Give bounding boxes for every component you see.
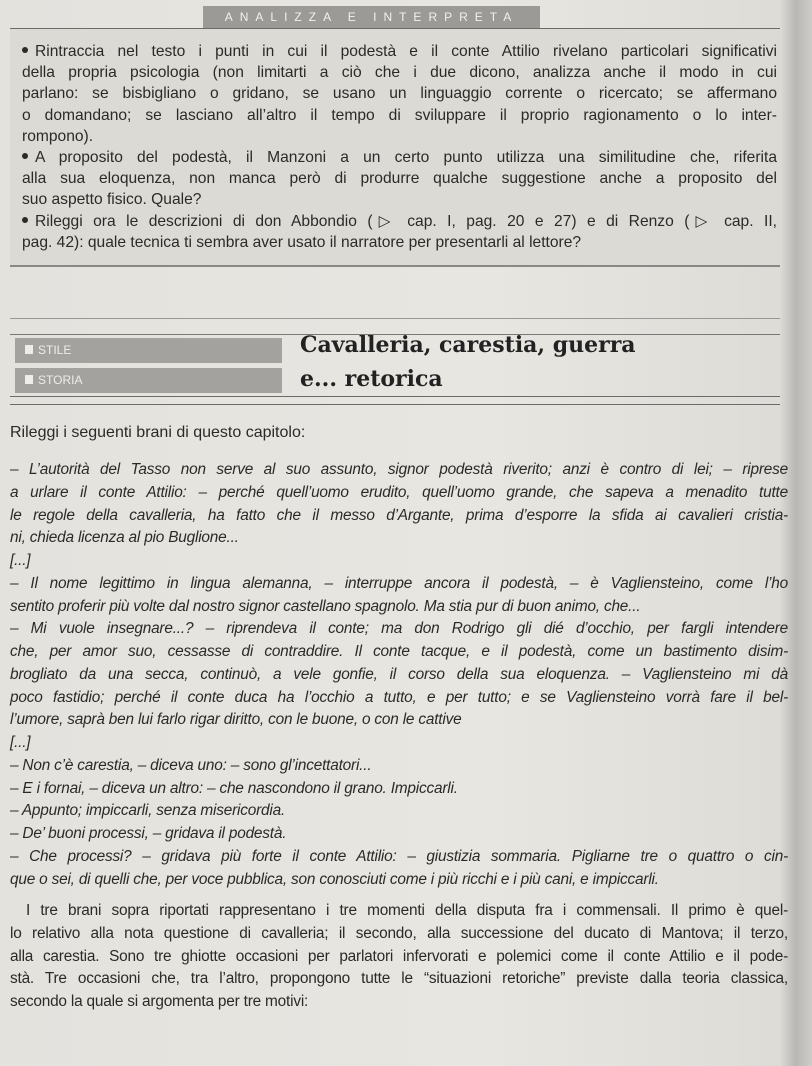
text-line	[10, 823, 788, 846]
quoted-passages	[10, 459, 788, 891]
text-line	[10, 687, 788, 710]
text-line	[10, 755, 788, 778]
text-line: lo relativo alla nota questione di cavalleria; il secondo, alla successione del ducato di Mantova; il terzo,	[10, 924, 788, 942]
text-line-content: della propria psicologia (non limitarti a ciò che i due dicono, analizza anche il modo in cui	[22, 64, 777, 82]
text-line-content: – L’autorità del Tasso non serve al suo assunto, signor podestà riverito; anzi è contro di lei; – riprese	[10, 461, 788, 478]
text-line-content: l’umore, saprà ben lui farlo rigar diritto, con le buone, o con le cattive	[10, 711, 462, 729]
text-line-content: brogliato da una secca, continuò, a vele gonfie, il corso della sua eloquenza. – Vagliensteino mi dà	[10, 665, 788, 683]
bullet-icon	[22, 47, 28, 53]
divider	[10, 396, 780, 397]
text-line-content: che, per amor suo, cessasse di contraddire. Il conte tacque, e il podestà, come un bastimento disim-	[10, 643, 788, 660]
label-stile	[15, 338, 282, 363]
text-line	[10, 664, 788, 687]
text-line	[22, 232, 777, 253]
text-line	[22, 211, 777, 232]
text-line: alla carestia. Sono tre ghiotte occasioni per parlatori infervorati e polemici come il conte Attilio e il pode-	[10, 947, 788, 965]
text-line-content: – E i fornai, – diceva un altro: – che nascondono il grano. Impiccarli.	[10, 779, 458, 797]
text-line-content: – Mi vuole insegnare...? – riprendeva il conte; ma don Rodrigo gli dié d’occhio, per fargli intendere	[10, 620, 788, 638]
label-stile-text: STILE	[38, 343, 72, 357]
text-line-content: a urlare il conte Attilio: – perché quell’uomo erudito, quell’uomo grande, che sapeva a menadito tutte	[10, 483, 788, 501]
text-line	[22, 105, 777, 126]
text-line	[10, 778, 788, 801]
text-line-content: Rileggi ora le descrizioni di don Abbondio (▷ cap. I, pag. 20 e 27) e di Renzo (▷ cap. II,	[35, 212, 777, 230]
text-line-content: suo aspetto fisico. Quale?	[22, 191, 202, 209]
text-line-content: parlano: se bisbigliano o gridano, se usano un linguaggio corrente o ricercato; se affermano	[22, 85, 777, 103]
bullet-icon	[22, 153, 28, 159]
text-line-content: pag. 42): quale tecnica ti sembra aver usato il narratore per presentarli al lettore?	[22, 233, 582, 251]
body-paragraph	[10, 900, 788, 1014]
square-icon	[25, 375, 33, 384]
text-line	[10, 732, 788, 755]
text-line	[10, 482, 788, 505]
text-line-content: – Appunto; impiccarli, senza misericordia.	[10, 802, 286, 820]
text-line	[10, 550, 788, 573]
text-line-content: poco fastidio; perché il conte duca ha l’occhio a tutto, e per tutto; e se Vagliensteino vorrà fare il bel-	[10, 688, 788, 706]
text-line: I tre brani sopra riportati rappresentano i tre momenti della disputa fra i commensali. Il primo è quel-	[26, 902, 788, 919]
text-line-content: A proposito del podestà, il Manzoni a un certo punto utilizza una similitudine che, riferita	[35, 148, 777, 166]
label-storia	[15, 368, 282, 393]
text-line-content: sentito proferir più volte dal nostro signor castellano spagnolo. Ma stia pur di buon animo, che...	[10, 597, 641, 615]
text-line	[22, 147, 777, 168]
text-line-content: le regole della cavalleria, ha fatto che il messo d’Argante, prima d’esporre la sfida ai cavalieri cristia-	[10, 506, 788, 524]
text-line-content: alla sua eloquenza, non manca però di produrre qualche suggestione anche a proposito del	[22, 170, 777, 188]
text-line	[10, 846, 788, 869]
text-line: secondo la quale si argomenta per tre motivi:	[10, 993, 309, 1011]
text-line	[10, 709, 788, 732]
text-line	[10, 527, 788, 550]
text-line-content: – Che processi? – gridava più forte il conte Attilio: – giustizia sommaria. Pigliarne tre o quattro o cin-	[10, 847, 788, 865]
label-storia-text: STORIA	[38, 373, 83, 387]
text-line	[22, 126, 777, 147]
text-line-content: [...]	[10, 552, 31, 569]
text-line	[10, 869, 788, 892]
text-line	[22, 83, 777, 104]
text-line	[22, 62, 777, 83]
text-line	[22, 168, 777, 189]
bullet-icon	[22, 217, 28, 223]
square-icon	[25, 345, 33, 354]
questions-list	[22, 41, 777, 253]
text-line-content: o domandano; se lasciano all’altro il tempo di sviluppare il proprio ragionamento o lo inter-	[22, 106, 777, 124]
text-line	[22, 41, 777, 62]
text-line-content: rompono).	[22, 127, 94, 145]
section-tab-analizza-e-interpreta: ANALIZZA E INTERPRETA	[203, 6, 540, 28]
text-line	[10, 618, 788, 641]
divider	[10, 318, 780, 319]
text-line-content: – De’ buoni processi, – gridava il podestà.	[10, 825, 287, 842]
text-line	[10, 596, 788, 619]
text-line-content: ni, chieda licenza al pio Buglione...	[10, 529, 239, 547]
intro-text: Rileggi i seguenti brani di questo capitolo:	[10, 424, 306, 441]
text-line	[10, 800, 788, 823]
text-line-content: [...]	[10, 734, 31, 751]
text-line-content: – Non c’è carestia, – diceva uno: – sono gl’incettatori...	[10, 756, 372, 774]
chapter-title-line1: Cavalleria, carestia, guerra	[300, 332, 636, 358]
text-line	[10, 573, 788, 596]
text-line-content: Rintraccia nel testo i punti in cui il podestà e il conte Attilio rivelano particolari significativi	[35, 43, 777, 60]
chapter-title-line2: e... retorica	[300, 366, 443, 392]
questions-box	[10, 28, 780, 267]
text-line	[22, 189, 777, 210]
text-line-content: – Il nome legittimo in lingua alemanna, – interruppe ancora il podestà, – è Vagliensteino, come l’ho	[10, 574, 788, 592]
divider	[10, 404, 780, 405]
text-line	[10, 641, 788, 664]
text-line: stà. Tre occasioni che, tra l’altro, propongono tutte le “situazioni retoriche” previste dalla teoria classica,	[10, 970, 788, 988]
text-line	[10, 459, 788, 482]
text-line-content: que o sei, di quelli che, per voce pubblica, son conosciuti come i più ricchi e i più cani, e impiccarli.	[10, 870, 659, 888]
text-line	[10, 505, 788, 528]
